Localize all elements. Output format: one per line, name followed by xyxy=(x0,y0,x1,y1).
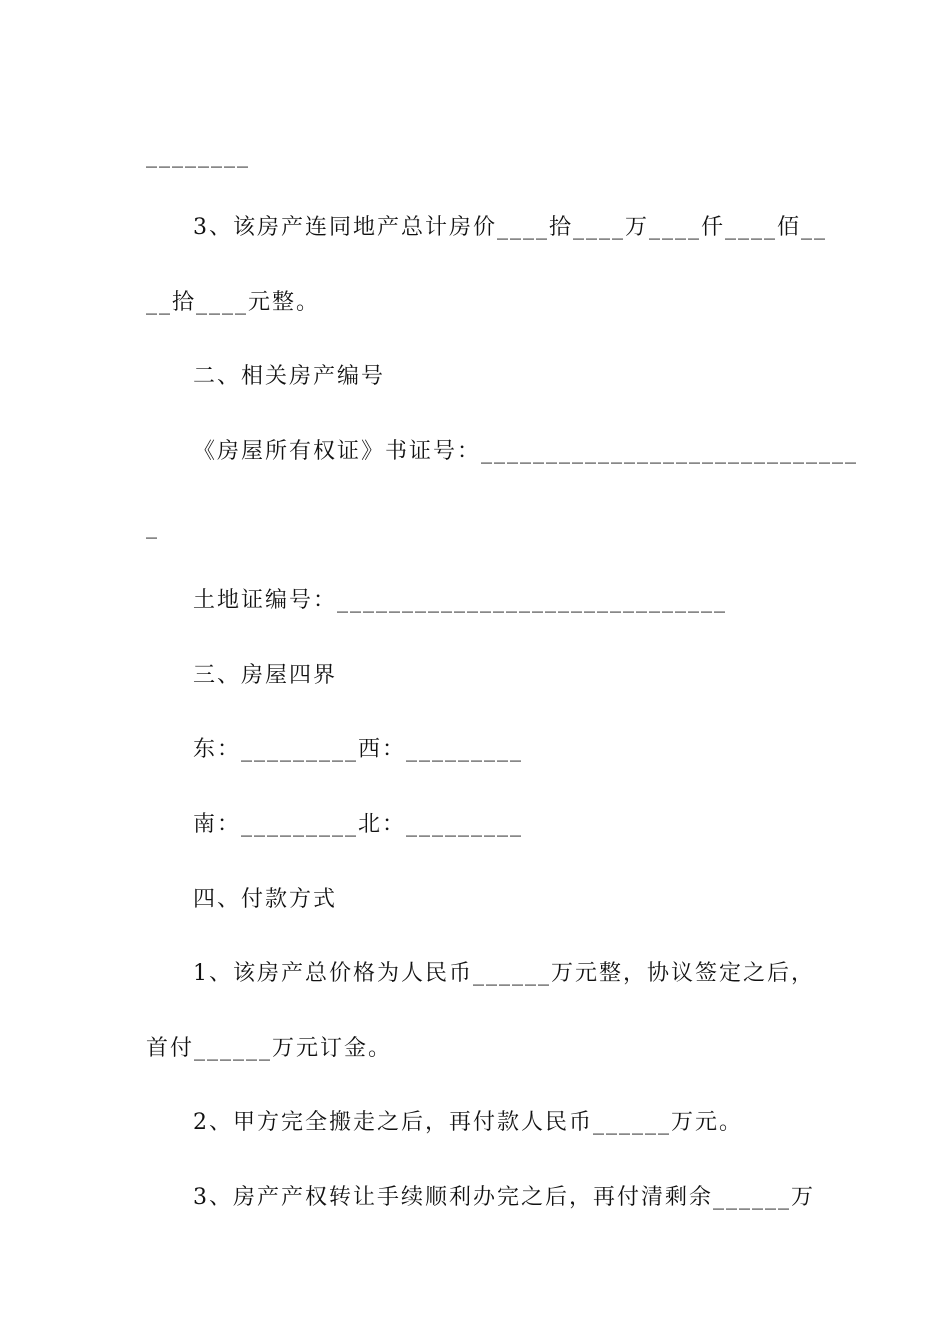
boundary-south-north: 南：_________北：_________ xyxy=(193,812,524,837)
payment-clause-3: 3、房产产权转让手续顺利办完之后，再付清剩余______万 xyxy=(193,1185,815,1210)
price-clause-line-1: 3、该房产连同地产总计房价____拾____万____仟____佰__ xyxy=(193,215,827,240)
payment-clause-1-line-2: 首付______万元订金。 xyxy=(146,1036,393,1061)
blank-line-continuation: ________ xyxy=(146,143,250,168)
section-heading-payment: 四、付款方式 xyxy=(193,887,338,912)
land-certificate-line: 土地证编号：______________________________ xyxy=(193,588,728,613)
payment-clause-1-line-1: 1、该房产总价格为人民币______万元整，协议签定之后， xyxy=(193,961,815,986)
payment-clause-2: 2、甲方完全搬走之后，再付款人民币______万元。 xyxy=(193,1110,743,1135)
ownership-certificate-line: 《房屋所有权证》书证号：_____________________________ xyxy=(193,439,859,464)
section-heading-property-number: 二、相关房产编号 xyxy=(193,364,386,389)
boundary-east-west: 东：_________西：_________ xyxy=(193,737,524,762)
ownership-certificate-line-continuation: _ xyxy=(146,514,159,539)
section-heading-boundaries: 三、房屋四界 xyxy=(193,663,338,688)
price-clause-line-2: __拾____元整。 xyxy=(146,290,321,315)
